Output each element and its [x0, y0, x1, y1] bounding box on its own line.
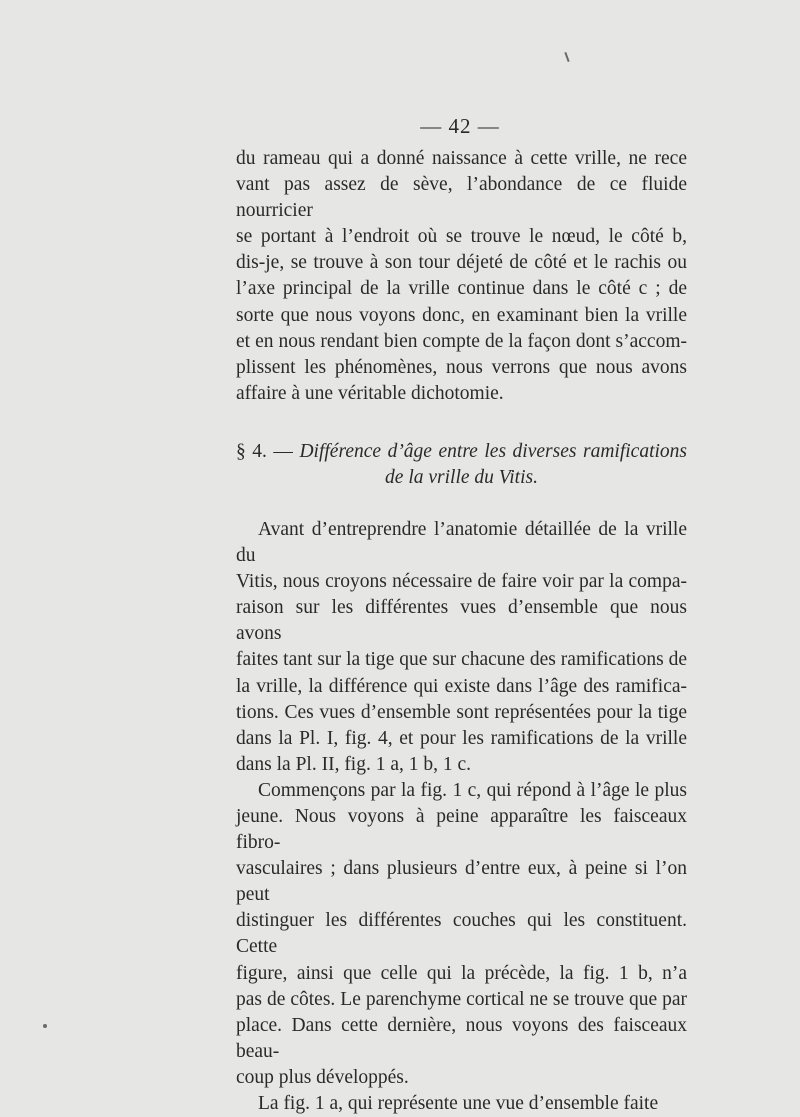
text-line: dis-je, se trouve à son tour déjeté de côté et le rachis ou: [236, 252, 687, 274]
text-line: la vrille, la différence qui existe dans l’âge des ramifica-: [236, 675, 687, 697]
text-line: vasculaires ; dans plusieurs d’entre eux, à peine si l’on peut: [236, 858, 687, 906]
text-line: dans la Pl. I, fig. 4, et pour les ramifications de la vrille: [236, 727, 687, 749]
text-line: sorte que nous voyons donc, en examinant bien la vrille: [236, 304, 687, 326]
heading-line-2: de la vrille du Vitis.: [385, 466, 538, 488]
text-line: La fig. 1 a, qui représente une vue d’ensemble faite: [258, 1093, 659, 1114]
text-line: jeune. Nous voyons à peine apparaître les faisceaux fibro-: [236, 805, 687, 854]
paragraph-2: [236, 517, 687, 778]
text-line: place. Dans cette dernière, nous voyons des faisceaux beau-: [236, 1014, 687, 1062]
text-line: pas de côtes. Le parenchyme cortical ne se trouve que par: [236, 988, 687, 1010]
text-line: Vitis, nous croyons nécessaire de faire voir par la compa-: [236, 571, 687, 593]
text-line: se portant à l’endroit où se trouve le nœud, le côté b,: [236, 226, 687, 248]
page-number: — 42 —: [420, 114, 500, 138]
text-line: vant pas assez de sève, l’abondance de ce fluide nourricier: [236, 174, 687, 222]
text-line: coup plus développés.: [236, 1066, 409, 1088]
text-line: distinguer les différentes couches qui les constituent. Cette: [236, 910, 687, 958]
section-number: § 4. —: [236, 440, 293, 462]
text-line: du rameau qui a donné naissance à cette vrille, ne rece: [236, 148, 687, 169]
text-line: tions. Ces vues d’ensemble sont représentées pour la tige: [236, 701, 687, 723]
text-line: l’axe principal de la vrille continue dans le côté c ; de: [236, 278, 687, 300]
text-line: dans la Pl. II, fig. 1 a, 1 b, 1 c.: [236, 753, 472, 775]
text-line: plissent les phénomènes, nous verrons que nous avons: [236, 356, 687, 378]
paragraph-1: [236, 146, 687, 407]
text-line: Avant d’entreprendre l’anatomie détaillée de la vrille du: [236, 518, 687, 567]
heading-line-1: [236, 439, 687, 465]
text-line: Commençons par la fig. 1 c, qui répond à l’âge le plus: [258, 779, 687, 801]
text-line: raison sur les différentes vues d’ensemble que nous avons: [236, 597, 687, 645]
scan-speck: [43, 1024, 47, 1028]
text-line: affaire à une véritable dichotomie.: [236, 382, 504, 404]
body-text: [236, 146, 687, 1117]
text-line: et en nous rendant bien compte de la façon dont s’accom-: [236, 330, 687, 352]
heading-title: Différence d’âge entre les diverses ramifications: [299, 440, 687, 462]
text-line: faites tant sur la tige que sur chacune des ramifications de: [236, 649, 687, 671]
scan-speck: [564, 52, 569, 62]
paragraph-3: [236, 778, 687, 1091]
text-line: figure, ainsi que celle qui la précède, la fig. 1 b, n’a: [236, 962, 687, 984]
paragraph-4: [236, 1091, 687, 1117]
section-heading: [236, 439, 687, 491]
